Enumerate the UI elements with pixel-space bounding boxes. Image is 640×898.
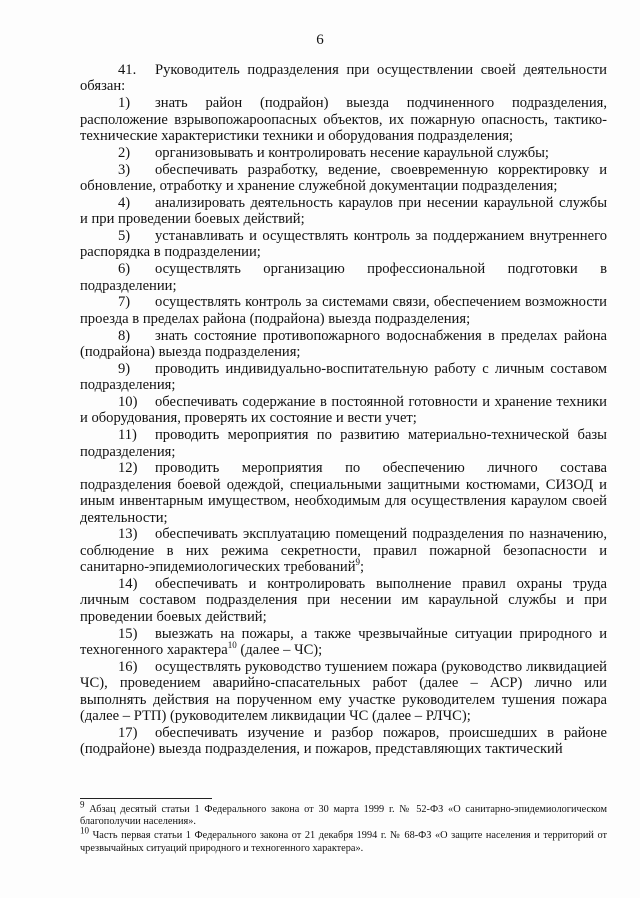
list-item-number: 1) [118, 95, 131, 112]
list-item-text: осуществлять руководство тушением пожара (руководство ликвидацией ЧС), проведением аварийно-спасательных работ (далее – АСР) лично или выполнять действия на порученном ему участке руководителем тушения пожара (далее – РТП) (руководителем ликвидации ЧС (далее – РЛЧС); [80, 658, 607, 725]
list-item-number: 16) [118, 658, 138, 675]
list-item-number: 14) [118, 576, 138, 593]
footnote [80, 799, 607, 828]
list-item-text: проводить индивидуально-воспитательную работу с личным составом подразделения; [80, 360, 607, 394]
list-item-number: 5) [118, 228, 131, 245]
list-item-number: 10) [118, 394, 138, 411]
list-item-number: 2) [118, 144, 131, 161]
list-item-text: организовывать и контролировать несение караульной службы; [155, 144, 549, 161]
footnote-text: Часть первая статьи 1 Федерального закона от 21 декабря 1994 г. № 68-ФЗ «О защите населения и территорий от чрезвычайных ситуаций природного и техногенного характера». [80, 830, 607, 854]
list-item-text: знать состояние противопожарного водоснабжения в пределах района (подрайона) выезда подразделения; [80, 327, 607, 361]
list-item [80, 328, 607, 361]
list-item-text: осуществлять контроль за системами связи, обеспечением возможности проезда в пределах района (подрайона) выезда подразделения; [80, 294, 607, 327]
list-item-number: 8) [118, 327, 131, 344]
paragraph-text: Руководитель подразделения при осуществлении своей деятельности обязан: [80, 62, 607, 95]
list-item-text: обеспечивать эксплуатацию помещений подразделения по назначению, соблюдение в них режима секретности, правил пожарной безопасности и санитарно-эпидемиологических требований [80, 526, 607, 576]
list-item-number: 11) [118, 427, 137, 444]
list-item [80, 626, 607, 659]
list-item-text-tail: (далее – ЧС); [236, 642, 323, 659]
list-item-number: 9) [118, 360, 131, 377]
document-body [80, 62, 607, 758]
list-item-number: 7) [118, 294, 131, 311]
list-item-text: осуществлять организацию профессиональной подготовки в подразделении; [80, 261, 607, 294]
footnote-ref: 10 [227, 640, 237, 651]
list-item-number: 4) [118, 194, 131, 211]
list-item-text: выезжать на пожары, а также чрезвычайные ситуации природного и техногенного характера [80, 625, 607, 659]
list-item [80, 294, 607, 327]
list-item-number: 15) [118, 625, 138, 642]
footnote-text: Абзац десятый статьи 1 Федерального закона от 30 марта 1999 г. № 52-ФЗ «О санитарно-эпидемиологическом благополучии населения». [80, 804, 607, 828]
footnote [80, 825, 607, 854]
list-item [80, 576, 607, 625]
list-item [80, 460, 607, 526]
list-item [80, 162, 607, 195]
list-item-text: проводить мероприятия по обеспечению личного состава подразделения боевой одеждой, специальными защитными костюмами, СИЗОД и иным инвентарным имуществом, необходимым для осуществления караулом своей деятельности; [80, 460, 607, 526]
list-item-text-tail: ; [360, 559, 365, 576]
list-item [80, 526, 607, 575]
list-item [80, 195, 607, 228]
list-item-text: знать район (подрайон) выезда подчиненного подразделения, расположение взрывопожароопасных объектов, их пожарную опасность, тактико-технические характеристики техники и оборудования подразделения; [80, 95, 607, 145]
footnote-ref: 9 [355, 557, 361, 568]
list-item-text: проводить мероприятия по развитию материально-технической базы подразделения; [80, 427, 607, 460]
list-item-text: обеспечивать содержание в постоянной готовности и хранение техники и оборудования, проверять их состояние и вести учет; [80, 394, 607, 427]
list-item-number: 12) [118, 460, 138, 477]
list-item-text: обеспечивать изучение и разбор пожаров, происшедших в районе (подрайоне) выезда подразделения, и пожаров, представляющих тактический [80, 724, 607, 758]
list-item-text: обеспечивать разработку, ведение, своевременную корректировку и обновление, отработку и хранение служебной документации подразделения; [80, 161, 607, 195]
list-item-text: устанавливать и осуществлять контроль за поддержанием внутреннего распорядка в подразделении; [80, 228, 607, 261]
footnote-separator [80, 798, 212, 799]
list-item-text: анализировать деятельность караулов при несении караульной службы и при проведении боевых действий; [80, 194, 607, 228]
page-number: 6 [316, 32, 324, 48]
list-item [80, 261, 607, 294]
footnotes [80, 799, 607, 857]
list-item [80, 361, 607, 394]
list-item [80, 725, 607, 758]
footnote-mark: 9 [80, 799, 85, 810]
list-item [80, 145, 607, 161]
list-item [80, 95, 607, 144]
list-item-text: обеспечивать и контролировать выполнение правил охраны труда личным составом подразделения при несении им караульной службы и при проведении боевых действий; [80, 576, 607, 625]
paragraph-number: 41. [118, 62, 137, 78]
list-item [80, 228, 607, 261]
list-item-number: 17) [118, 724, 138, 741]
footnote-mark: 10 [80, 825, 89, 836]
list-item [80, 394, 607, 427]
list-item-number: 3) [118, 161, 131, 178]
list-item [80, 427, 607, 460]
list-item [80, 659, 607, 725]
intro-paragraph [80, 62, 607, 95]
list-item-number: 6) [118, 261, 131, 278]
list-item-number: 13) [118, 526, 138, 543]
